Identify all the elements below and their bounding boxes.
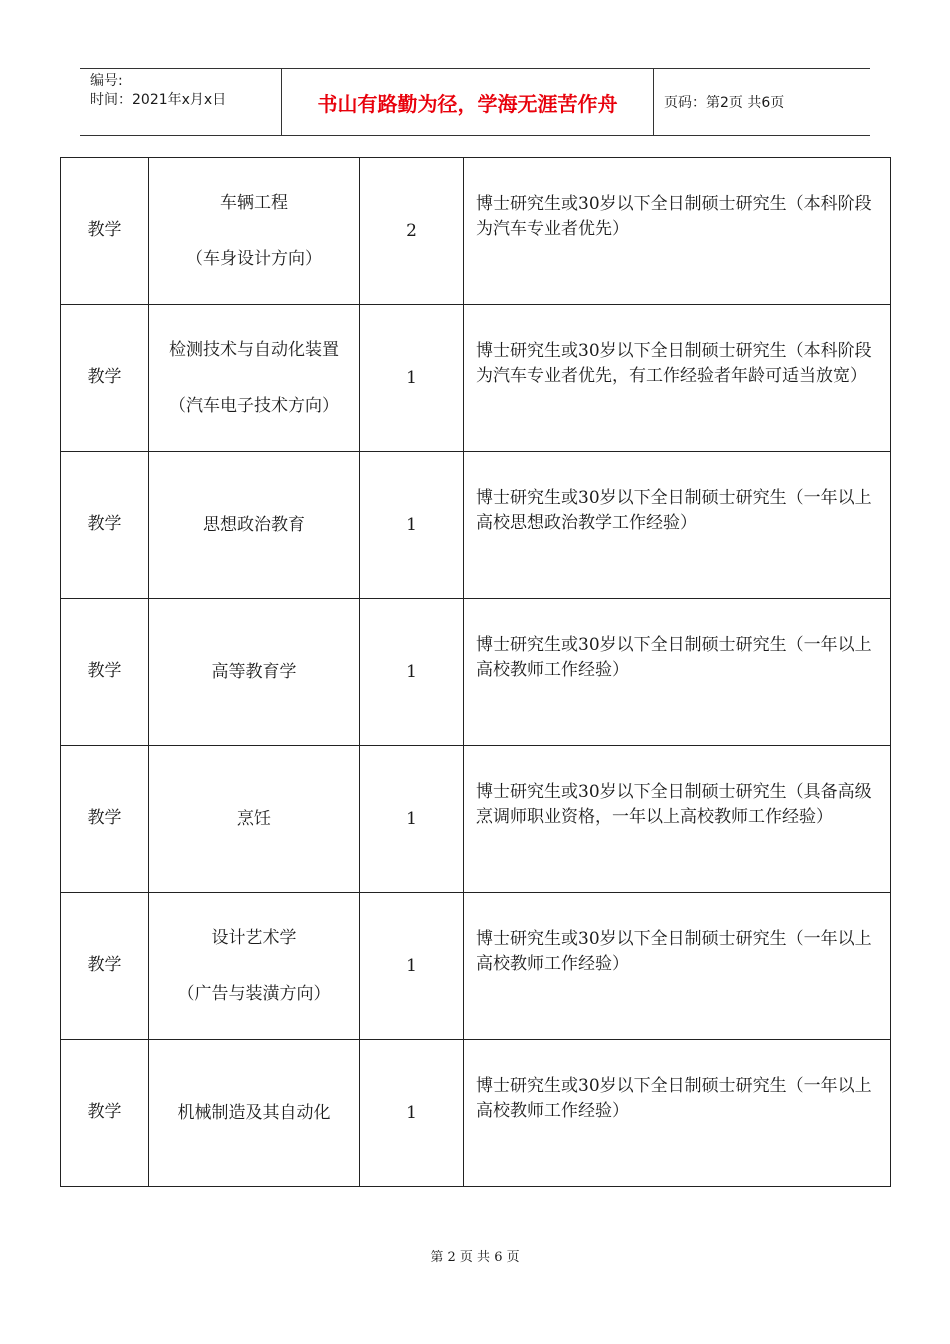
requirement-cell bbox=[464, 893, 891, 1040]
table-row bbox=[61, 893, 891, 1040]
header-meta bbox=[80, 69, 282, 135]
count-cell bbox=[360, 599, 464, 746]
category-text: 教学 bbox=[87, 660, 122, 681]
count-text: 2 bbox=[406, 221, 417, 241]
table-row bbox=[61, 158, 891, 305]
major-text: 烹饪 bbox=[237, 809, 271, 829]
requirement-text: 博士研究生或30岁以下全日制硕士研究生（一年以上高校教师工作经验） bbox=[476, 635, 872, 680]
serial-label: 编号: bbox=[90, 73, 123, 89]
requirement-text: 博士研究生或30岁以下全日制硕士研究生（一年以上高校思想政治教学工作经验） bbox=[476, 488, 872, 533]
count-text: 1 bbox=[406, 515, 417, 535]
requirement-text: 博士研究生或30岁以下全日制硕士研究生（一年以上高校教师工作经验） bbox=[476, 929, 872, 974]
category-cell bbox=[61, 599, 149, 746]
major-text: 检测技术与自动化装置 bbox=[169, 340, 339, 360]
table-row bbox=[61, 452, 891, 599]
major-cell bbox=[149, 158, 360, 305]
category-text: 教学 bbox=[87, 366, 122, 387]
count-cell bbox=[360, 305, 464, 452]
table-row bbox=[61, 599, 891, 746]
category-text: 教学 bbox=[87, 513, 122, 534]
category-cell bbox=[61, 746, 149, 893]
major-text: 机械制造及其自动化 bbox=[177, 1103, 331, 1123]
requirement-cell bbox=[464, 158, 891, 305]
table-row bbox=[61, 1040, 891, 1187]
major-cell bbox=[149, 1040, 360, 1187]
category-text: 教学 bbox=[87, 219, 122, 240]
major-text: 高等教育学 bbox=[211, 662, 297, 682]
major-cell bbox=[149, 305, 360, 452]
requirement-cell bbox=[464, 305, 891, 452]
requirement-text: 博士研究生或30岁以下全日制硕士研究生（一年以上高校教师工作经验） bbox=[476, 1076, 872, 1121]
major-direction-text: （车身设计方向） bbox=[186, 249, 322, 269]
count-cell bbox=[360, 746, 464, 893]
category-cell bbox=[61, 893, 149, 1040]
time-label: 时间：2021年x月x日 bbox=[90, 92, 227, 108]
requirement-text: 博士研究生或30岁以下全日制硕士研究生（本科阶段为汽车专业者优先，有工作经验者年龄可适当放宽） bbox=[476, 341, 872, 386]
requirement-text: 博士研究生或30岁以下全日制硕士研究生（具备高级烹调师职业资格，一年以上高校教师工作经验） bbox=[476, 782, 872, 827]
requirement-cell bbox=[464, 746, 891, 893]
major-direction-text: （汽车电子技术方向） bbox=[169, 396, 339, 416]
category-cell bbox=[61, 452, 149, 599]
major-text: 设计艺术学 bbox=[211, 928, 297, 948]
category-text: 教学 bbox=[87, 954, 122, 975]
page-footer: 第 2 页 共 6 页 bbox=[430, 1250, 520, 1265]
count-text: 1 bbox=[406, 809, 417, 829]
category-text: 教学 bbox=[87, 1101, 122, 1122]
count-text: 1 bbox=[406, 956, 417, 976]
page-header bbox=[80, 68, 870, 136]
major-cell bbox=[149, 746, 360, 893]
major-text: 思想政治教育 bbox=[203, 515, 305, 535]
header-motto: 书山有路勤为径，学海无涯苦作舟 bbox=[282, 69, 654, 135]
count-text: 1 bbox=[406, 368, 417, 388]
count-cell bbox=[360, 1040, 464, 1187]
category-cell bbox=[61, 305, 149, 452]
recruitment-table bbox=[60, 157, 891, 1187]
requirement-cell bbox=[464, 599, 891, 746]
category-text: 教学 bbox=[87, 807, 122, 828]
count-cell bbox=[360, 893, 464, 1040]
count-text: 1 bbox=[406, 1103, 417, 1123]
count-cell bbox=[360, 158, 464, 305]
major-cell bbox=[149, 893, 360, 1040]
major-direction-text: （广告与装潢方向） bbox=[177, 984, 331, 1004]
category-cell bbox=[61, 158, 149, 305]
header-page-info: 页码：第2页 共6页 bbox=[664, 95, 785, 111]
requirement-cell bbox=[464, 452, 891, 599]
table-row bbox=[61, 305, 891, 452]
requirement-text: 博士研究生或30岁以下全日制硕士研究生（本科阶段为汽车专业者优先） bbox=[476, 194, 872, 239]
category-cell bbox=[61, 1040, 149, 1187]
table-row bbox=[61, 746, 891, 893]
major-text: 车辆工程 bbox=[220, 193, 288, 213]
count-cell bbox=[360, 452, 464, 599]
count-text: 1 bbox=[406, 662, 417, 682]
major-cell bbox=[149, 599, 360, 746]
major-cell bbox=[149, 452, 360, 599]
requirement-cell bbox=[464, 1040, 891, 1187]
